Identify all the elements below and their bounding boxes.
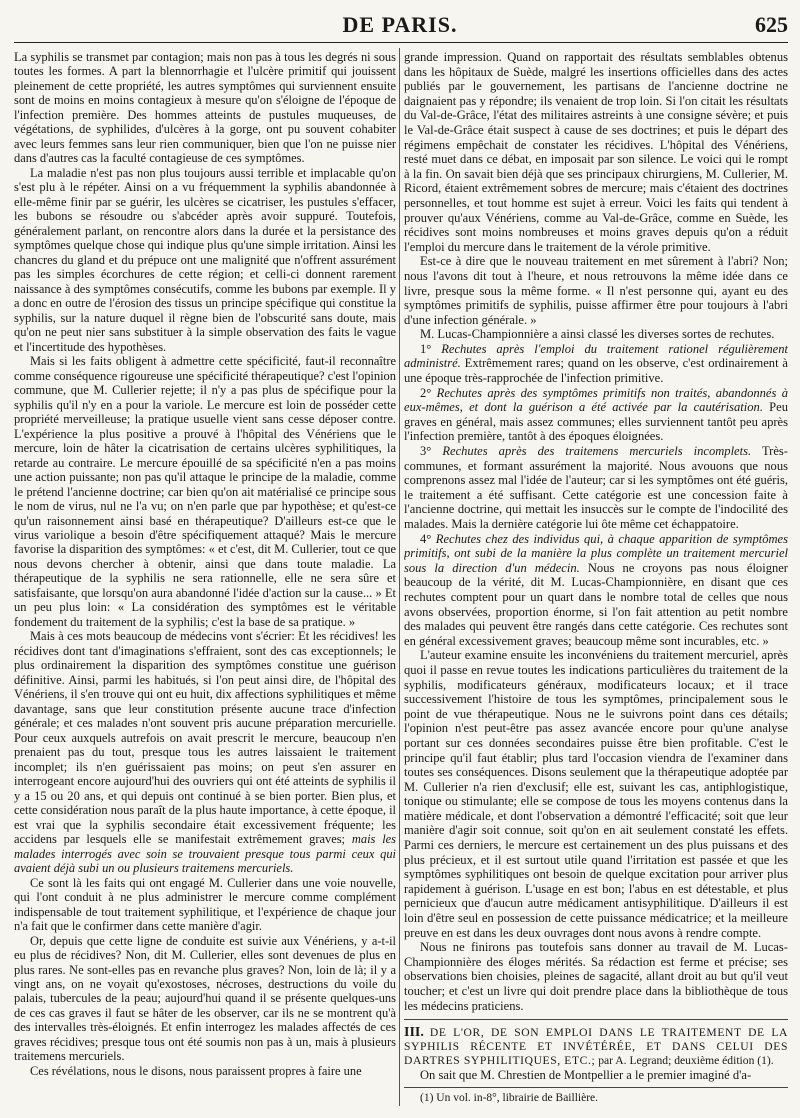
paragraph: Or, depuis que cette ligne de conduite est suivie aux Vénériens, y a-t-il eu plus de récidives? Non, dit M. Cullerier, elles sont devenues de plus en plus rares. Ne sont-elles pas en revanche plus graves? Non, loin de là; il y a vingt ans, on ne voyait qu'exostoses, nécroses, destructions du voile du palais, tubercules de la peau; aujourd'hui quand il se présente quelques-uns de ces cas graves il faut se hâter de les observer, car ils ne se montrent qu'à des intervalles très-éloignés. Et enfin interrogez les malades affectés de ces graves récidives; presque tous ont été soumis non pas à un, mais à plusieurs traitemens mercuriels. [14, 933, 396, 1064]
paragraph: La syphilis se transmet par contagion; mais non pas à tous les degrés ni sous toutes les formes. A part la blennorrhagie et l'ulcère primitif qui jouissent pleinement de cette propriété, les autres symptômes qui surviennent ensuite sont de moins en moins contagieux à mesure qu'on s'éloigne de l'époque de l'infection première. Des hommes atteints de pustules muqueuses, de végétations, de syphilides, d'ulcères à la gorge, ont pu souvent cohabiter avec leurs femmes sans leur rien communiquer, bien que l'on ne puisse nier dans d'autres cas la faculté contagieuse de ces symptômes. [14, 50, 396, 166]
rechute-title: Rechutes après des traitemens mercuriels incomplets. [442, 444, 752, 459]
rechute-text: Peu graves en général, mais assez communes; elles surviennent tantôt peu après l'infection première, tantôt à des époques éloignées. [404, 400, 788, 444]
paragraph: grande impression. Quand on rapportait des résultats semblables obtenus dans les hôpitaux de Suède, malgré les insertions officielles dans des actes publiés par le gouvernement, les partisans de l'ancienne doctrine ne daignaient pas y répondre; ils venaient de trop loin. Si l'on citait les résultats du Val-de-Grâce, l'état des militaires astreints à une consigne sévère; et puis le Val-de-Grâce était suspect à cause de ses doctrines; et puis le départ des régimens empêchait de constater les récidives. L'hôpital des Vénériens, resté muet dans ce débat, en imposait par son silence. Le voici qui le rompt à la fin. On savait bien déjà que ses principaux chirurgiens, M. Cullerier, M. Ricord, étaient extrêmement sobres de mercure; mais c'étaient des doctrines personnelles, et tout homme est sujet à erreur. Voici les faits qui tendent à prouver qu'aux Vénériens, comme au Val-de-Grâce, comme en Suède, les récidives sont moins nombreuses et moins graves depuis qu'on a réduit l'emploi du mercure dans le traitement de la vérole primitive. [404, 50, 788, 254]
rechute-title: Rechutes après des symptômes primitifs non traités, abandonnés à eux-mêmes, et dont la guérison a été activée par la cautérisation. [404, 385, 788, 415]
rechute-number: 3° [420, 444, 432, 459]
rechute-text: Extrêmement rares; quand on les observe, c'est ordinairement à une époque très-rapprochée de l'infection primitive. [404, 356, 788, 386]
column-divider [399, 48, 400, 1106]
emphasis-text: mais les malades interrogés avec soin se trouvaient presque tous parmi ceux qui avaient déjà subi un ou plusieurs traitemens mercuriels. [14, 832, 396, 876]
article-title: DE L'OR, DE SON EMPLOI DANS LE TRAITEMENT DE LA SYPHILIS RÉCENTE ET INVÉTÉRÉE, ET DANS CELUI DES DARTRES SYPHILITIQUES, ETC.; [404, 1026, 788, 1067]
paragraph: Mais si les faits obligent à admettre cette spécificité, faut-il reconnaître comme conséquence rigoureuse une spécificité thérapeutique? c'est l'opinion commune, que M. Cullerier rejette; il n'y a pas plus de spécifique pour la syphilis qu'il n'y en a pour la variole. Le mercure est loin de posséder cette propriété merveilleuse; la pratique usuelle vient sans cesse déposer contre. L'expérience la plus positive a prouvé à l'hôpital des Vénériens que le mercure, loin de hâter la cicatrisation de certains ulcères syphilitiques, la retarde au contraire. Le mercure épouillé de sa spécificité n'en a pas moins une action puissante; non pas qu'il attaque le principe de la maladie, comme le prétend l'ancienne doctrine; car bien qu'on ait matérialisé ce principe sous le nom de virus, nul ne l'a vu; on n'en parle que par hypothèse; et qu'est-ce qu'un raisonnement ainsi basé en thérapeutique? D'ailleurs est-ce que le virus variolique a besoin d'être spécifiquement attaqué? Mais le mercure favorise la disparition des symptômes: « et c'est, dit M. Cullerier, tout ce que nous devons chercher à obtenir, ainsi que dans toute maladie. La thérapeutique de la syphilis ne sera rationnelle, elle ne sera sûre et satisfaisante, que lorsqu'on aura abandonné l'idée d'action sur la cause... » Et un peu plus loin: « La considération des symptômes est le véritable fondement du traitement de la syphilis; c'est la base de sa pratique. » [14, 354, 396, 629]
article-number: III. [404, 1025, 424, 1041]
rechute-item [404, 342, 788, 386]
rechute-number: 1° [420, 341, 432, 356]
paragraph [14, 629, 396, 875]
rechute-number: 4° [420, 531, 432, 546]
page-header [0, 10, 800, 40]
article-author: par A. Legrand; deuxième édition (1). [598, 1053, 774, 1067]
running-title: DE PARIS. [342, 12, 458, 37]
paragraph: M. Lucas-Championnière a ainsi classé les diverses sortes de rechutes. [420, 327, 775, 342]
page-number: 625 [755, 12, 788, 37]
rechute-number: 2° [420, 385, 432, 400]
paragraph-text: Mais à ces mots beaucoup de médecins vont s'écrier: Et les récidives! les récidives dont tant d'imaginations s'effraient, sont des cas exceptionnels; le plus ordinairement la disparition des symptômes constitue une guérison définitive. Ainsi, parmi les habitués, si l'on peut ainsi dire, de l'hôpital des Vénériens, il s'en trouve qui ont eu huit, dix affections syphilitiques et même davantage, sans que leur constitution présente aucune trace d'infection générale; et ces malades n'ont souvent pris aucune préparation mercurielle. Pour ceux auxquels autrefois on avait prescrit le mercure, beaucoup n'en prenaient pas du tout, presque tous les autres laissaient le traitement incomplet; ils n'en guérissaient pas moins; on peut s'en assurer en interrogeant encore aujourd'hui des ouvriers qui ont été atteints de syphilis il y a 15 ou 20 ans, et qui depuis ont continué à se bien porter. Bien plus, et cette considération nous paraît de la plus haute importance, à cette époque, il est vrai que la syphilis secondaire était excessivement fréquente; les accidens par lesquels elle se manifestait extrêmement graves; [14, 629, 396, 847]
paragraph: Nous ne finirons pas toutefois sans donner au travail de M. Lucas-Championnière des éloges mérités. Sa rédaction est ferme et précise; ses observations bien choisies, pleines de sagacité, allant droit au but qu'il veut toucher; et c'est un livre qui doit prendre place dans la bibliothèque de tous les médecins praticiens. [404, 940, 788, 1013]
paragraph: On sait que M. Chrestien de Montpellier a le premier imaginé d'a- [420, 1067, 752, 1082]
paragraph: La maladie n'est pas non plus toujours aussi terrible et implacable qu'on s'est plu à le répéter. Ainsi on a vu fréquemment la syphilis abandonnée à elle-même finir par se guérir, les ulcères se cicatriser, les pustules s'effacer, les bubons se résoudre ou s'abcéder après avoir suppuré. Toutefois, généralement parlant, on rencontre alors dans la durée et la persistance des symptômes quelque chose qui indique plus qu'une simple irritation. Ainsi les chancres du gland et du prépuce ont une malignité que n'offrent assurément pas les simples écorchures de cette région; et celli-ci donnent rarement naissance à des symptômes consécutifs, comme les bubons par exemple. Il y a donc en outre de l'érosion des tissus un principe spécifique qui constitue la syphilis, sur la nature duquel il règne bien de l'obscurité sans doute, mais qu'on ne peut nier sans substituer à la simple observation des faits le vague et l'incertitude des hypothèses. [14, 165, 396, 354]
paragraph: L'auteur examine ensuite les inconvéniens du traitement mercuriel, après quoi il passe en revue toutes les indications particulières du traitement de la syphilis, modificateurs généraux, modificateurs locaux; et il trace successivement l'histoire de tous les symptômes, principalement sous le point de vue thérapeutique. Nous ne le suivrons point dans ces détails; l'opinion n'est peut-être pas assez avancée encore pour qu'une analyse portant sur ces données secondaires puisse être bien profitable. C'est le principe qu'il faut établir; plus tard l'occasion viendra de l'examiner dans toutes ses conséquences. Disons seulement que la thérapeutique adoptée par M. Cullerier n'a rien d'exclusif; elle est, suivant les cas, antiphlogistique, tonique ou stimulante; elle se compose de tous les moyens contenus dans la matière médicale, et dont l'observation a démontré l'efficacité; soit que leur manière d'agir soit connue, soit qu'on en ait seulement constaté les effets. Parmi ces derniers, le mercure est certainement un des plus puissans et des plus précieux, et il est surtout utile quand l'irritation est passée et que les symptômes syphilitiques ont besoin de quelque excitation pour arriver plus rapidement à guérison. L'usage en est bon; l'abus en est détestable, et plus pernicieux que d'aucun autre médicament antisyphilitique. D'ailleurs il est loin d'être seul en possession de cette puissance médicatrice; et la meilleure preuve en est dans les deux ouvrages dont nous avons à rendre compte. [404, 648, 788, 940]
right-column [404, 50, 788, 1110]
article-heading [404, 1019, 788, 1067]
left-column [14, 50, 396, 1110]
footnote: (1) Un vol. in-8°, librairie de Baillière. [404, 1087, 788, 1106]
rechute-item [404, 444, 788, 532]
rechute-title: Rechutes chez des individus qui, à chaque apparition de symptômes primitifs, ont subi de la manière la plus complète un traitement mercuriel sous la direction d'un médecin. [404, 531, 788, 575]
paragraph: Est-ce à dire que le nouveau traitement en met sûrement à l'abri? Non; nous l'avons dit tout à l'heure, et nous retrouvons la même idée dans ce livre, presque sous la même forme. « Il n'est personne qui, ayant eu des symptômes primitifs de syphilis, puisse affirmer être pour toujours à l'abri d'une infection générale. » [404, 254, 788, 327]
header-rule [14, 42, 788, 43]
rechute-item [404, 532, 788, 649]
rechute-text: Nous ne croyons pas nous éloigner beaucoup de la vérité, dit M. Lucas-Championnière, en disant que ces rechutes comptent pour un quart dans le nombre total de celles que nous avons observées, proportion énorme, si l'on fait attention au petit nombre des malades qui peuvent être rangés dans cette catégorie. Ces rechutes sont en général excessivement graves; beaucoup même sont incurables, etc. » [404, 560, 788, 648]
rechute-item [404, 386, 788, 444]
rechute-text: Très-communes, et formant assurément la majorité. Nous avouons que nous comprenons assez mal l'idée de l'auteur; car si les symptômes ont été guéris, le traitement a été suffisant. Cette catégorie est une concession faite à l'ancienne doctrine, qui mettait les insuccès sur le compte de l'indocilité des malades. Mais la dernière catégorie lui ôte même cet échappatoire. [404, 444, 788, 531]
paragraph: Ce sont là les faits qui ont engagé M. Cullerier dans une voie nouvelle, qui l'ont conduit à ne plus administrer le mercure comme complément indispensable de tout traitement syphilitique, et l'expérience de chaque jour n'a fait que le confirmer dans cette manière d'agir. [14, 875, 396, 934]
rechute-title: Rechutes après l'emploi du traitement rationel régulièrement administré. [404, 341, 788, 371]
paragraph: Ces révélations, nous le disons, nous paraissent propres à faire une [30, 1063, 362, 1078]
